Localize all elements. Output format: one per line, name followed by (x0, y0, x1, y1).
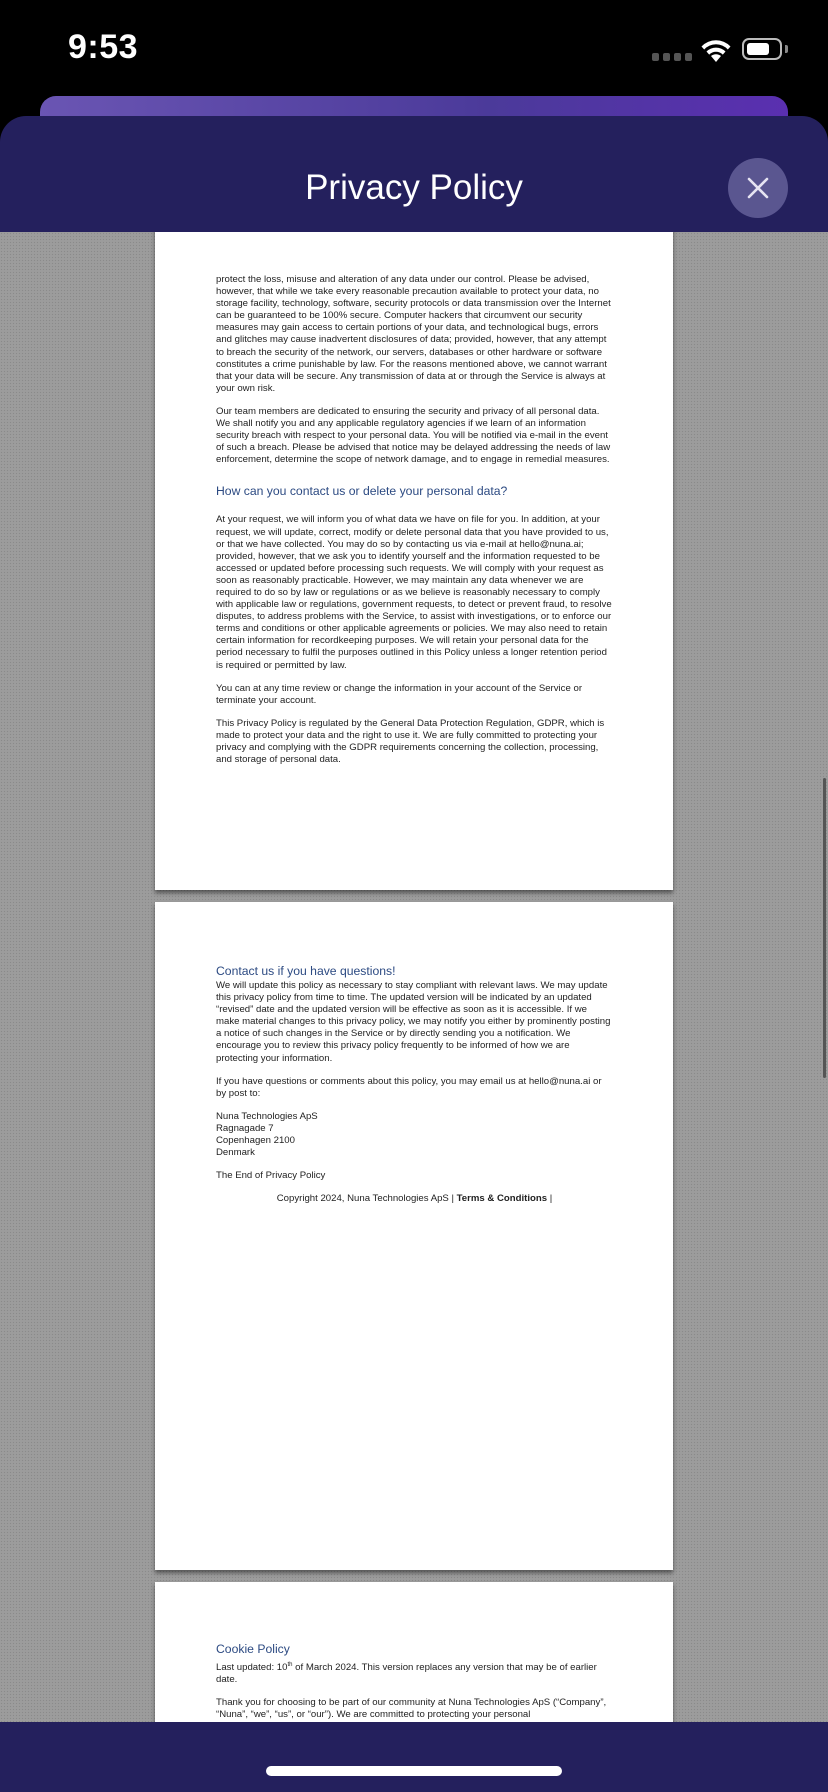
last-updated-suffix: of March 2024. This version replaces any version that may be of earlier date. (216, 1662, 597, 1686)
battery-cap (785, 45, 788, 53)
address-company: Nuna Technologies ApS (216, 1110, 318, 1122)
copyright-suffix: | (547, 1193, 553, 1205)
heading-contact-delete: How can you contact us or delete your personal data? (216, 484, 508, 499)
document-page (155, 902, 673, 1570)
battery-icon (742, 38, 782, 60)
document-page (155, 1582, 673, 1722)
copyright-text: Copyright 2024, Nuna Technologies ApS | (276, 1193, 457, 1205)
status-time: 9:53 (68, 28, 139, 66)
paragraph-email: If you have questions or comments about this policy, you may email us at hello@nuna.ai or by post to: (216, 1075, 602, 1099)
paragraph-team: Our team members are dedicated to ensuring the security and privacy of all personal data. We shall notify you and any applicable regulatory agencies if we learn of an information security breach with respect to your personal data. You will be notified via e-mail in the event of such a breach. Please be advised that notice may be delayed addressing the needs of law enforcement, determine the scope of network damage, and to engage in remedial measures. (216, 405, 611, 466)
last-updated (216, 1659, 613, 1686)
copyright-line (216, 1193, 613, 1205)
cellular-signal-icon (652, 53, 692, 61)
close-icon (746, 176, 770, 200)
home-indicator[interactable] (266, 1766, 562, 1776)
heading-cookie-policy: Cookie Policy (216, 1642, 290, 1656)
terms-conditions-link[interactable]: Terms & Conditions (456, 1193, 548, 1205)
bottom-bar (0, 1722, 828, 1792)
close-button[interactable] (728, 158, 788, 218)
page-content (216, 1642, 613, 1722)
end-note: The End of Privacy Policy (216, 1170, 326, 1182)
paragraph-security: protect the loss, misuse and alteration of any data under our control. Please be advised, however, that while we take every reasonable precaution available to protect your data, no storage facility, technology, software, security protocols or data transmission over the Internet can be guaranteed to be 100% secure. Computer hackers that circumvent our security measures may gain access to certain portions of your data, and technological bugs, errors and glitches may cause inadvertent disclosures of data; provided, however, that any attempt to breach the security of the network, our servers, databases or other hardware or software constitutes a crime punishable by law. For the reasons mentioned above, we cannot warrant that your data will be secure. Any transmission of data at or through the Service is always at your own risk. (216, 274, 611, 394)
postal-address (216, 1111, 613, 1159)
address-city: Copenhagen 2100 (216, 1135, 295, 1147)
page-content (216, 274, 613, 777)
paragraph-thanks: Thank you for choosing to be part of our community at Nuna Technologies ApS (“Company”, “Nuna”, “we”, “us”, or “our”). We are committed to protecting your personal (216, 1697, 607, 1721)
wifi-icon (698, 36, 734, 64)
scrollbar[interactable] (823, 778, 826, 1078)
pdf-viewer[interactable] (0, 232, 828, 1722)
last-updated-sup: th (287, 1662, 293, 1668)
status-bar (0, 0, 828, 100)
paragraph-update: We will update this policy as necessary to stay compliant with relevant laws. We may update this privacy policy from time to time. The updated version will be indicated by an updated “revised” date and the updated version will be effective as soon as it is accessible. If we make material changes to this privacy policy, we may notify you either by prominently posting a notice of such changes in the Service or by directly sending you a notification. We encourage you to review this privacy policy frequently to be informed of how we are protecting your information. (216, 980, 611, 1064)
document-page (155, 232, 673, 890)
paragraph-gdpr: This Privacy Policy is regulated by the General Data Protection Regulation, GDPR, which is made to protect your data and the right to use it. We are fully committed to protecting your privacy and complying with the GDPR requirements concerning the collection, processing, and storage of personal data. (216, 717, 605, 766)
modal-title: Privacy Policy (305, 168, 523, 207)
page-content (216, 964, 613, 1216)
address-country: Denmark (216, 1147, 255, 1159)
address-street: Ragnagade 7 (216, 1122, 274, 1134)
heading-questions: Contact us if you have questions! (216, 964, 396, 978)
last-updated-prefix: Last updated: 10 (216, 1662, 288, 1674)
paragraph-request: At your request, we will inform you of what data we have on file for you. In addition, at your request, we will update, correct, modify or delete personal data that you have provided to us, or that we have collected. You may do so by contacting us via e-mail at hello@nuna.ai; provided, however, that we ask you to identify yourself and the information requested to be accessed or updated before processing such requests. We will comply with your request as soon as reasonably practicable. However, we may maintain any data whenever we are required to do so by law or regulations or as we believe is reasonably necessary to comply with applicable law or regulations, government requests, to detect or prevent fraud, to resolve disputes, to address problems with the Service, to assist with investigations, or to enforce our terms and conditions or other applicable agreements or policies. We may also need to retain certain information for recordkeeping purposes. We will retain your personal data for the period necessary to fulfil the purposes outlined in this Policy unless a longer retention period is required or permitted by law. (216, 514, 612, 671)
paragraph-review: You can at any time review or change the information in your account of the Service or terminate your account. (216, 682, 583, 706)
